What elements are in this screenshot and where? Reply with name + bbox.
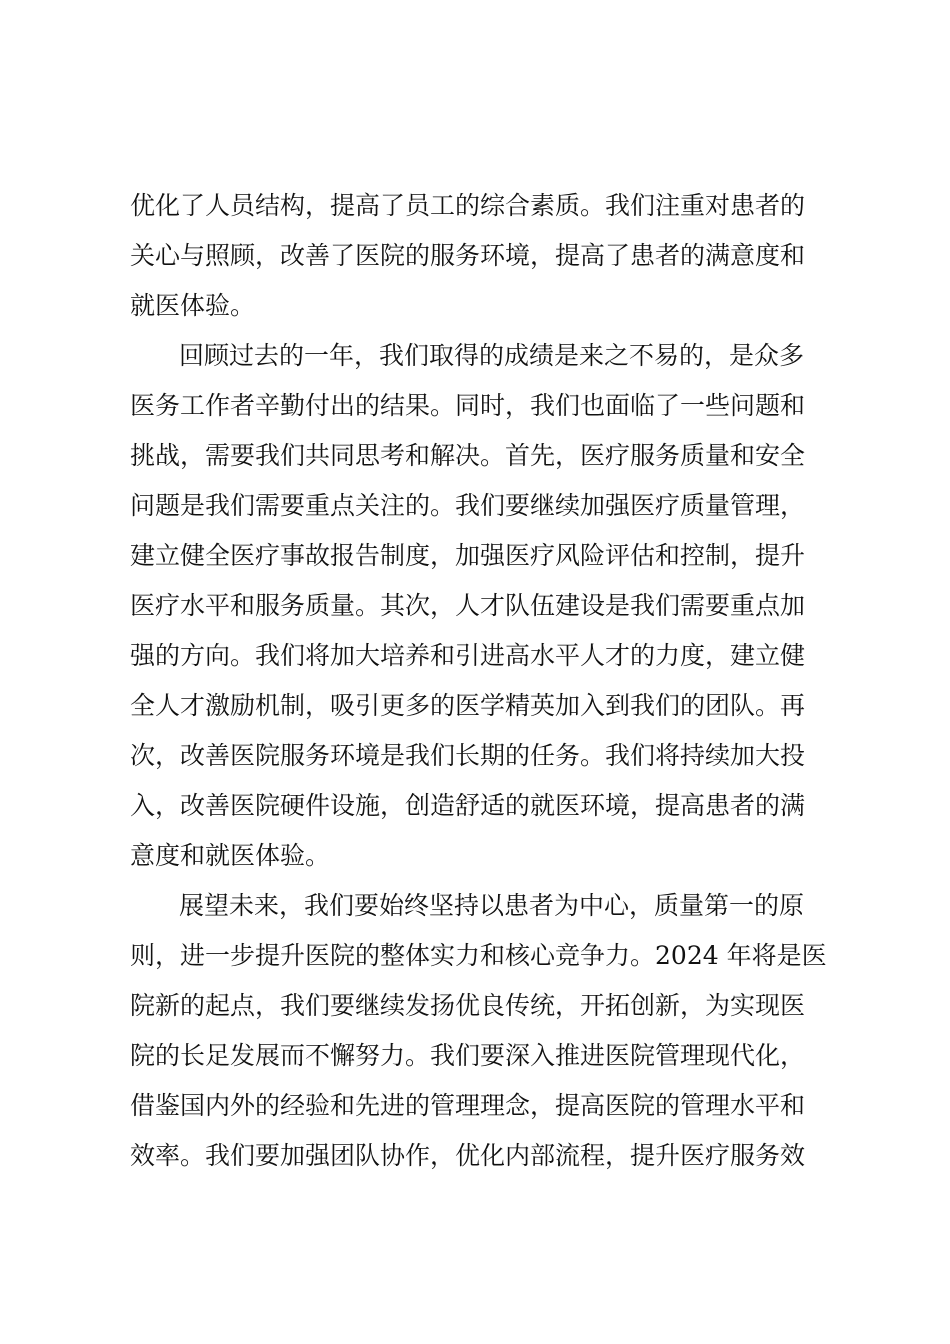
text-line: 次，改善医院服务环境是我们长期的任务。我们将持续加大投 xyxy=(130,741,806,770)
text-line: 就医体验。 xyxy=(130,291,256,320)
text-line: 借鉴国内外的经验和先进的管理理念，提高医院的管理水平和 xyxy=(130,1091,806,1120)
text-line: 则，进一步提升医院的整体实力和核心竞争力。2024 年将是医 xyxy=(130,941,827,970)
text-line: 回顾过去的一年，我们取得的成绩是来之不易的，是众多 xyxy=(179,341,805,370)
text-line: 院的长足发展而不懈努力。我们要深入推进医院管理现代化， xyxy=(130,1041,806,1070)
text-line: 展望未来，我们要始终坚持以患者为中心，质量第一的原 xyxy=(179,891,805,920)
text-line: 医疗水平和服务质量。其次，人才队伍建设是我们需要重点加 xyxy=(130,591,806,620)
text-line: 挑战，需要我们共同思考和解决。首先，医疗服务质量和安全 xyxy=(130,441,806,470)
text-line: 医务工作者辛勤付出的结果。同时，我们也面临了一些问题和 xyxy=(130,391,806,420)
text-line: 全人才激励机制，吸引更多的医学精英加入到我们的团队。再 xyxy=(130,691,806,720)
text-line: 优化了人员结构，提高了员工的综合素质。我们注重对患者的 xyxy=(130,191,806,220)
text-line: 问题是我们需要重点关注的。我们要继续加强医疗质量管理， xyxy=(130,491,806,520)
text-line: 关心与照顾，改善了医院的服务环境，提高了患者的满意度和 xyxy=(130,241,806,270)
text-line: 入，改善医院硬件设施，创造舒适的就医环境，提高患者的满 xyxy=(130,791,806,820)
text-line: 建立健全医疗事故报告制度，加强医疗风险评估和控制，提升 xyxy=(130,541,806,570)
text-line: 院新的起点，我们要继续发扬优良传统，开拓创新，为实现医 xyxy=(130,991,806,1020)
text-line: 意度和就医体验。 xyxy=(130,841,331,870)
text-line: 强的方向。我们将加大培养和引进高水平人才的力度，建立健 xyxy=(130,641,806,670)
text-line: 效率。我们要加强团队协作，优化内部流程，提升医疗服务效 xyxy=(130,1141,806,1170)
